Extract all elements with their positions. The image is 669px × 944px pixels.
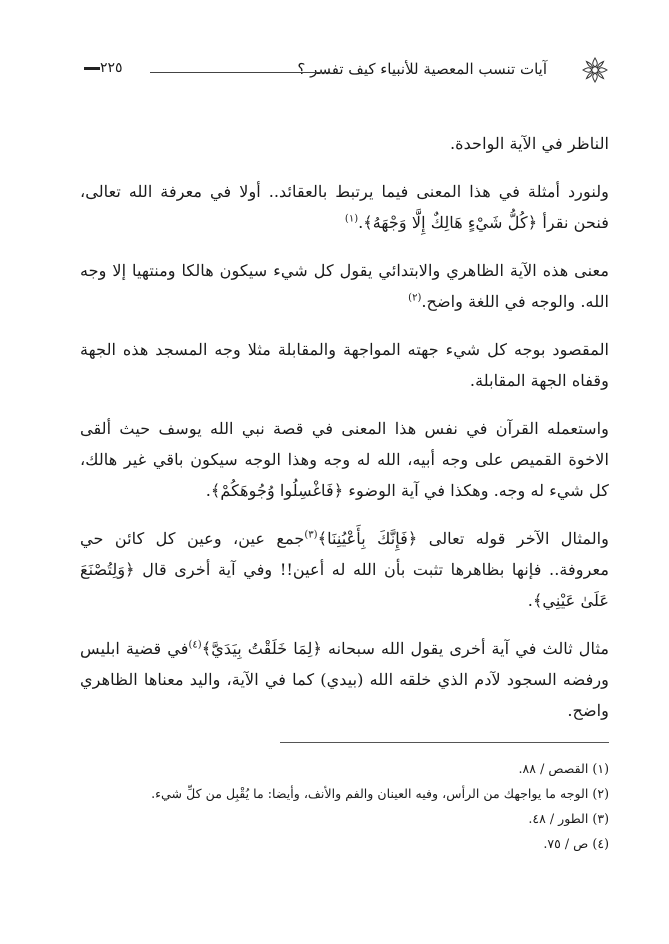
paragraph-text: . — [205, 481, 211, 500]
paragraph-text: المقصود بوجه كل شيء جهته المواجهة والمقابلة مثلا وجه المسجد هذه الجهة وقفاه الجهة المقابلة. — [80, 340, 609, 390]
paragraph-text: جمع عين، وعين كل كائن حي معروفة.. فإنها بظاهرها تثبت بأن الله له أعين!! وفي آية أخرى قال — [80, 529, 609, 579]
page-header — [80, 56, 609, 86]
paragraph-text: معنى هذه الآية الظاهري والابتدائي يقول كل شيء سيكون هالكا ومنتهيا إلا وجه الله. والوجه في اللغة واضح. — [80, 261, 609, 311]
paragraph-2 — [80, 176, 609, 238]
body-text — [80, 128, 609, 743]
page-number-dash — [84, 67, 100, 70]
paragraph-4 — [80, 334, 609, 396]
paragraph-text: الناظر في الآية الواحدة. — [449, 134, 609, 153]
paragraph-1 — [80, 128, 609, 159]
footnote-marker: (٤) — [188, 639, 202, 651]
paragraph-text: ولنورد أمثلة في هذا المعنى فيما يرتبط بالعقائد.. أولا في معرفة الله تعالى، فنحن نقرأ — [80, 182, 609, 232]
footnote-1: (١) القصص / ٨٨. — [518, 761, 609, 776]
quran-quote: ﴿فَاغْسِلُوا وُجُوهَكُمْ﴾ — [210, 481, 344, 500]
quran-quote: ﴿فَإِنَّكَ بِأَعْيُنِنَا﴾ — [317, 529, 418, 548]
footnotes — [80, 756, 609, 856]
running-title: آيات تنسب المعصية للأنبياء كيف تفسر ؟ — [297, 60, 547, 78]
footnote-4: (٤) ص / ٧٥. — [543, 836, 609, 851]
rosette-ornament-icon — [581, 56, 609, 84]
quran-quote: ﴿لِمَا خَلَقْتُ بِيَدَيَّ﴾ — [201, 639, 322, 658]
quran-quote: ﴿كُلُّ شَيْءٍ هَالِكٌ إِلَّا وَجْهَهُ﴾ — [363, 213, 538, 232]
quran-quote: ﴿وَلِتُصْنَعَ عَلَىٰ عَيْنِي﴾ — [80, 560, 609, 610]
paragraph-text: والمثال الآخر قوله تعالى — [417, 529, 609, 548]
paragraph-text: . — [358, 213, 364, 232]
footnote-marker: (٢) — [408, 292, 422, 304]
footnote-2: (٢) الوجه ما يواجهك من الرأس، وفيه العينان والفم والأنف، وأيضا: ما يُقْبِل من كلِّ شيء. — [151, 786, 609, 801]
paragraph-text: مثال ثالث في آية أخرى يقول الله سبحانه — [321, 639, 610, 658]
paragraph-text: واستعمله القرآن في نفس هذا المعنى في قصة نبي الله يوسف حيث ألقى الاخوة القميص على وجه أبيه، الله له وجه وهذا الوجه سيكون باقي غير هالك، كل شيء له وجه. وهكذا في آية الوضوء — [80, 419, 609, 500]
footnote-separator — [280, 742, 609, 743]
page-number: ٢٢٥ — [100, 60, 123, 76]
paragraph-text: . — [527, 591, 533, 610]
paragraph-7 — [80, 633, 609, 726]
footnote-3: (٣) الطور / ٤٨. — [528, 811, 609, 826]
paragraph-5 — [80, 413, 609, 506]
paragraph-3 — [80, 255, 609, 317]
footnote-marker: (٣) — [304, 529, 318, 541]
paragraph-6 — [80, 523, 609, 616]
header-rule — [150, 72, 328, 73]
paragraph-text: في قضية ابليس ورفضه السجود لآدم الذي خلقه الله (بيدي) كما في الآية، واليد معناها الظاهري واضح. — [80, 639, 609, 720]
page-number-group — [80, 60, 123, 76]
footnote-marker: (١) — [344, 213, 359, 225]
